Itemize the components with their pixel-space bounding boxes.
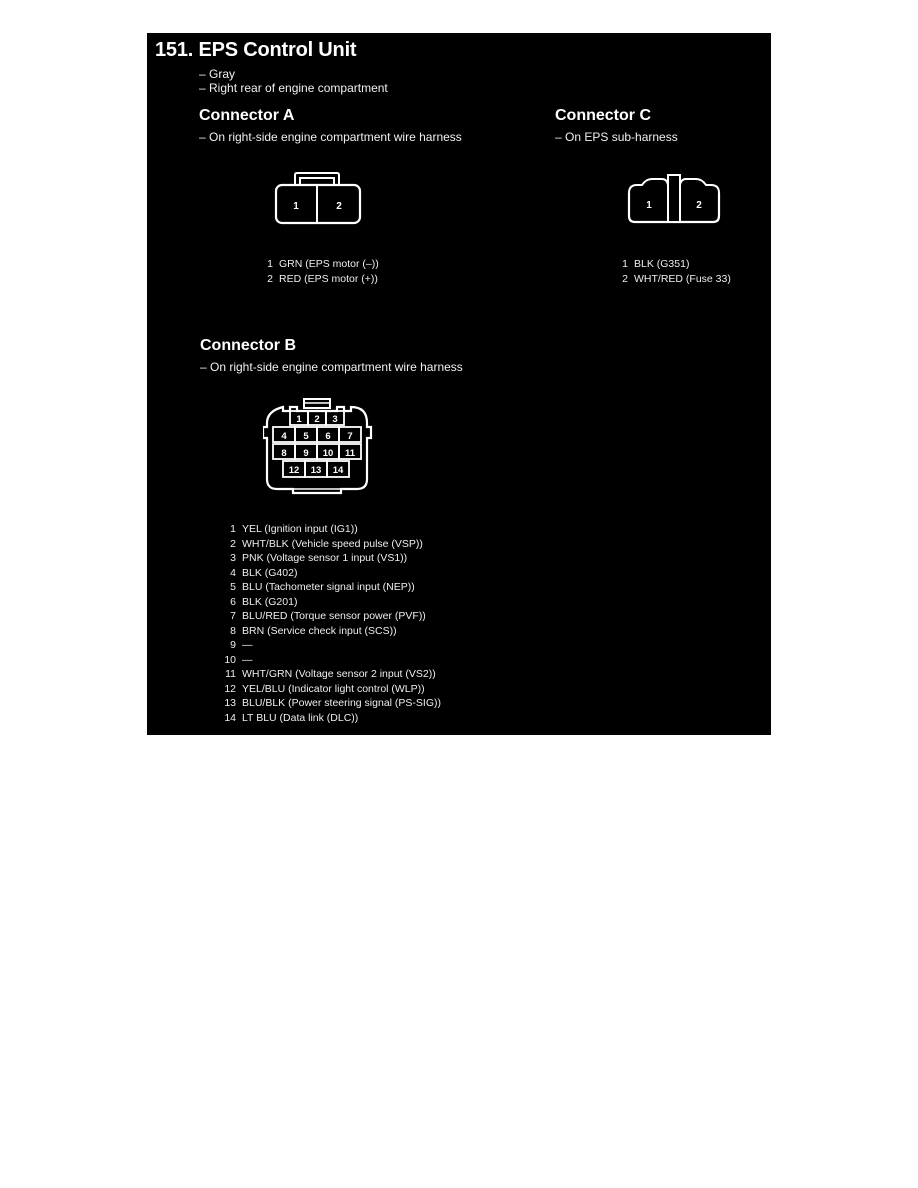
- cavity-label: 14: [332, 465, 344, 476]
- cavity-label: 4: [281, 431, 287, 442]
- pin-row: 1 BLK (G351): [622, 258, 690, 270]
- pin-row: 1 YEL (Ignition input (IG1)): [230, 523, 358, 535]
- connector-b-heading: Connector B: [200, 337, 296, 354]
- cavity-label: 7: [347, 431, 353, 442]
- cavity-label: 3: [332, 414, 338, 425]
- connector-c-pin-list: [620, 257, 731, 286]
- connector-b-diagram: [263, 397, 373, 497]
- connector-c-heading: Connector C: [555, 107, 651, 124]
- cavity-label: 2: [696, 200, 702, 211]
- connector-c-location: – On EPS sub-harness: [555, 130, 678, 144]
- pin-row: 13 BLU/BLK (Power steering signal (PS-SIG)): [224, 697, 441, 709]
- pin-row: 14 LT BLU (Data link (DLC)): [224, 711, 359, 724]
- cavity-label: 11: [344, 448, 356, 459]
- cavity-label: 2: [336, 201, 342, 212]
- cavity-label: 12: [288, 465, 300, 476]
- cavity-label: 13: [310, 465, 322, 476]
- connector-a-pin-list: [265, 257, 379, 286]
- pin-row: 5 BLU (Tachometer signal input (NEP)): [230, 581, 415, 593]
- pin-row: 2 WHT/BLK (Vehicle speed pulse (VSP)): [230, 537, 423, 550]
- pin-row: 3 PNK (Voltage sensor 1 input (VS1)): [230, 552, 408, 564]
- connector-a-location: – On right-side engine compartment wire harness: [199, 130, 462, 144]
- cavity-label: 1: [646, 200, 652, 211]
- pin-row: 2 RED (EPS motor (+)): [267, 272, 378, 285]
- unit-location-note: – Right rear of engine compartment: [199, 81, 388, 95]
- pin-row: 8 BRN (Service check input (SCS)): [230, 624, 397, 637]
- cavity-label: 6: [325, 431, 331, 442]
- pin-row: 1 GRN (EPS motor (–)): [267, 258, 379, 270]
- cavity-label: 1: [293, 201, 299, 212]
- connector-info-panel: [147, 33, 771, 735]
- cavity-label: 8: [281, 448, 287, 459]
- connector-b-location: – On right-side engine compartment wire harness: [200, 360, 463, 374]
- pin-row: 11 WHT/GRN (Voltage sensor 2 input (VS2)): [225, 668, 436, 680]
- connector-c-diagram: [626, 173, 722, 225]
- cavity-label: 2: [314, 414, 320, 425]
- pin-row: 7 BLU/RED (Torque sensor power (PVF)): [230, 610, 426, 622]
- pin-row: 4 BLK (G402): [230, 566, 298, 579]
- page-title: 151. EPS Control Unit: [155, 39, 357, 61]
- unit-color-note: – Gray: [199, 67, 236, 81]
- pin-row: 12 YEL/BLU (Indicator light control (WLP)): [224, 682, 425, 695]
- pin-row: 9 —: [230, 639, 253, 651]
- connector-a-heading: Connector A: [199, 107, 295, 124]
- cavity-label: 1: [296, 414, 302, 425]
- cavity-label: 9: [303, 448, 309, 459]
- connector-b-pin-list: [222, 522, 441, 725]
- cavity-label: 5: [303, 431, 309, 442]
- cavity-label: 10: [322, 448, 334, 459]
- pin-row: 2 WHT/RED (Fuse 33): [622, 272, 731, 285]
- pin-row: 6 BLK (G201): [230, 595, 298, 608]
- pin-row: 10 —: [224, 653, 253, 666]
- connector-a-diagram: [273, 170, 363, 226]
